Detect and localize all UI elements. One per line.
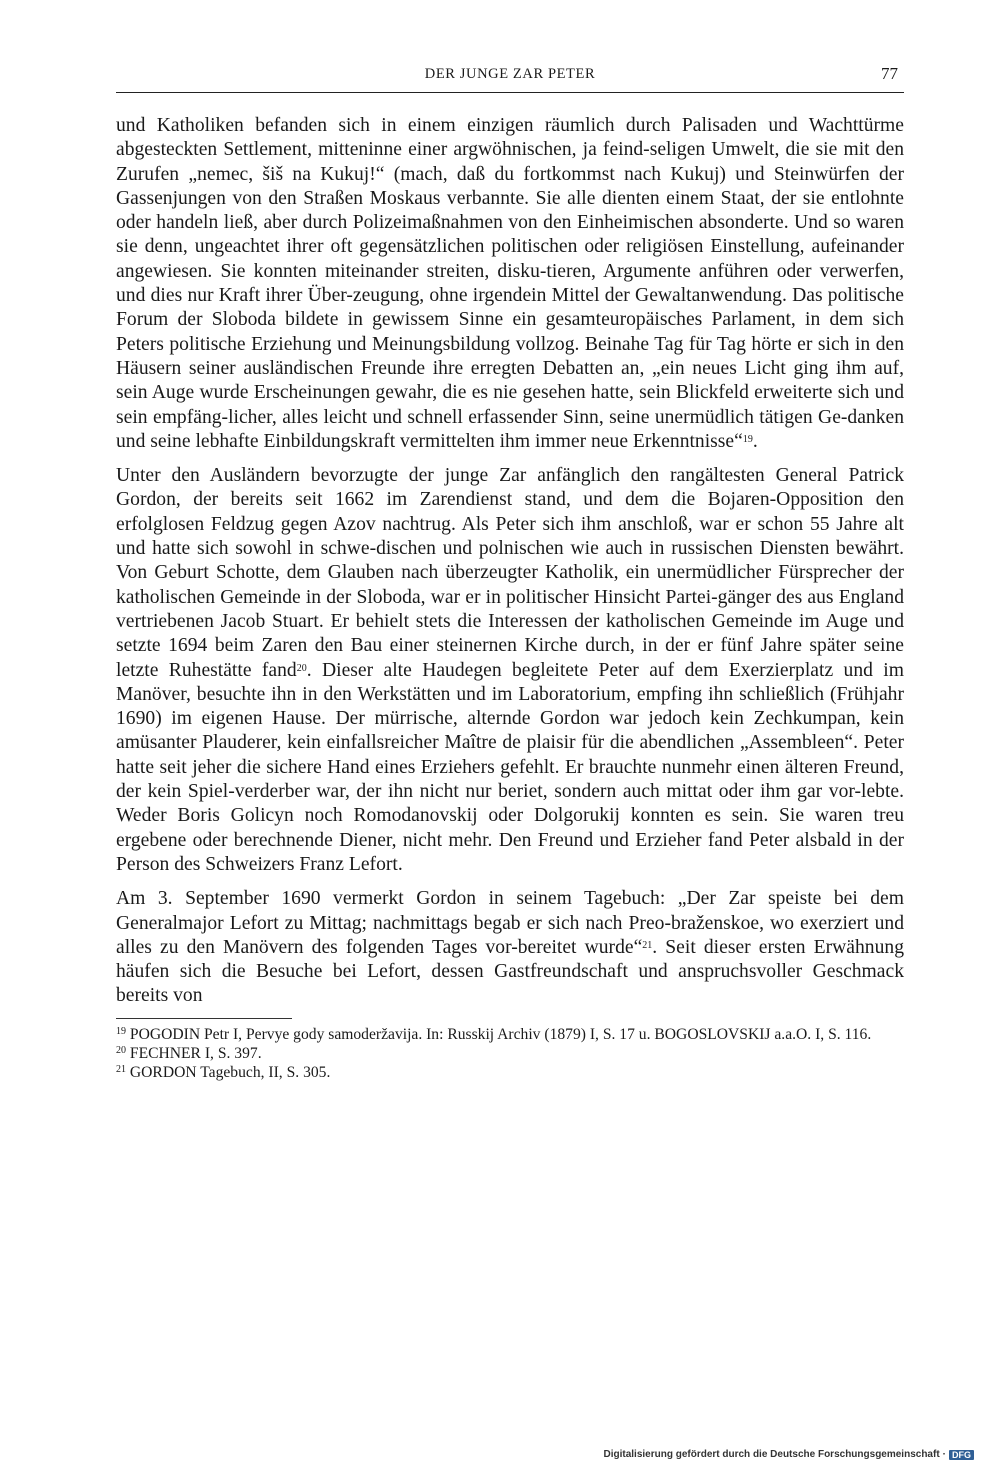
paragraph-1 xyxy=(116,114,904,454)
footnote xyxy=(116,1025,904,1044)
footnote-number: 21 xyxy=(116,1063,126,1075)
paragraph-text: und Katholiken befanden sich in einem einzigen räumlich durch Palisaden und Wachttürme abgesteckten Settlement, mitteninne einer argwöhnischen, ja feind-seligen Umwelt, die sie mit den Zurufen „nemec, šiš na Kukuj!“ (mach, daß du fortkommst nach Kukuj) und Steinwürfen der Gassenjungen von den Straßen Moskaus verbannte. Sie alle dienten einem Staat, der sie entlohnte oder handeln ließ, aber durch Polizeimaßnahmen von den Einheimischen absonderte. Und so waren sie denn, ungeachtet ihrer oft gegensätzlichen politischen oder religiösen Einstellung, aufeinander angewiesen. Sie konnten miteinander streiten, disku-tieren, Argumente anführen oder verwerfen, und dies nur Kraft ihrer Über-zeugung, ohne irgendein Mittel der Gewaltanwendung. Das politische Forum der Sloboda bildete in gewissem Sinne ein gesamteuropäisches Parlament, in dem sich Peters politische Erziehung und Meinungsbildung vollzog. Beinahe Tag für Tag hörte er sich in den Häusern seiner ausländischen Freunde ihre erregten Debatten an, „ein neues Licht ging ihm auf, sein Auge wurde Erscheinungen gewahr, die es nie gesehen hatte, sein Blickfeld erweiterte sich und sein empfäng-licher, alles leicht und schnell erfassender Sinn, seine unermüdlich tätigen Ge-danken und seine lebhafte Einbildungskraft vermittelten ihm immer neue Erkenntnisse“ xyxy=(116,115,904,452)
paragraph-text: . xyxy=(752,430,758,452)
footnote-text: GORDON Tagebuch, II, S. 305. xyxy=(129,1063,331,1081)
footnote-ref: 21 xyxy=(642,939,653,951)
footnote-text: FECHNER I, S. 397. xyxy=(129,1044,262,1062)
book-page xyxy=(116,62,904,1082)
paragraph-text: . Seit dieser ersten Erwähnung häufen sich die Besuche bei Lefort, dessen Gastfreundschaft und anspruchsvoller Geschmack bereits von xyxy=(116,936,904,1007)
running-title: DER JUNGE ZAR PETER xyxy=(424,66,596,82)
paragraph-text: . Dieser alte Haudegen begleitete Peter auf dem Exerzierplatz und im Manöver, besuchte ihn in den Werkstätten und im Laboratorium, empfing ihn schließlich (Frühjahr 1690) im eigenen Hause. Der mürrische, alternde Gordon war jedoch kein Zechkumpan, kein amüsanter Plauderer, kein einfallsreicher Maître de plaisir für die abendlichen „Assembleen“. Peter hatte seit jeher die sichere Hand eines Erziehers gefehlt. Er brauchte nunmehr einen älteren Freund, der kein Spiel-verderber war, der ihn nicht nur beriet, sondern auch mittat oder ihm gar vor-lebte. Weder Boris Golicyn noch Romodanovskij oder Dolgorukij konnten es sein. Sie waren treu ergebene oder berechnende Diener, nicht mehr. Den Freund und Erzieher fand Peter alsbald in der Person des Schweizers Franz Lefort. xyxy=(116,659,904,875)
footnote-number: 20 xyxy=(116,1044,126,1056)
body-text xyxy=(116,114,904,1009)
page-number: 77 xyxy=(881,64,898,83)
paragraph-text: Am 3. September 1690 vermerkt Gordon in seinem Tagebuch: „Der Zar speiste bei dem Generalmajor Lefort zu Mittag; nachmittags begab er sich nach Preo-braženskoe, wo exerziert und alles zu den Manövern des folgenden Tages vor-bereitet wurde“ xyxy=(116,888,904,958)
footnote-text: POGODIN Petr I, Pervye gody samoderžavija. In: Russkij Archiv (1879) I, S. 17 u. BOGOSLOVSKIJ a.a.O. I, S. 116. xyxy=(129,1025,872,1043)
running-head xyxy=(116,62,904,93)
paragraph-3 xyxy=(116,887,904,1008)
footnote-ref: 20 xyxy=(296,662,307,674)
paragraph-2 xyxy=(116,464,904,877)
footnote-ref: 19 xyxy=(742,433,753,445)
credit-separator: · xyxy=(942,1449,946,1460)
footnote xyxy=(116,1063,904,1082)
footnote xyxy=(116,1044,904,1063)
footnote-number: 19 xyxy=(116,1025,126,1037)
credit-text: Digitalisierung gefördert durch die Deutsche Forschungsgemeinschaft xyxy=(603,1449,940,1460)
footnotes xyxy=(116,1025,904,1082)
footnote-separator xyxy=(116,1018,292,1019)
dfg-logo-icon: DFG xyxy=(949,1450,974,1460)
digitization-credit xyxy=(603,1449,974,1460)
paragraph-text: Unter den Ausländern bevorzugte der junge Zar anfänglich den rangältesten General Patrick Gordon, der bereits seit 1662 im Zarendienst stand, und dem die Bojaren-Opposition den erfolglosen Feldzug gegen Azov nachtrug. Als Peter sich ihm anschloß, war er schon 55 Jahre alt und hatte sich sowohl in schwe-dischen und polnischen wie auch in russischen Diensten bewährt. Von Geburt Schotte, dem Glauben nach überzeugter Katholik, ein unermüdlicher Fürsprecher der katholischen Gemeinde in der Sloboda, war er in politischer Hinsicht Partei-gänger des aus England vertriebenen Jacob Stuart. Er behielt stets die Interessen der katholischen Gemeinde im Auge und setzte 1694 beim Zaren den Bau einer steinernen Kirche durch, in der er fünf Jahre später seine letzte Ruhestätte fand xyxy=(116,465,904,681)
